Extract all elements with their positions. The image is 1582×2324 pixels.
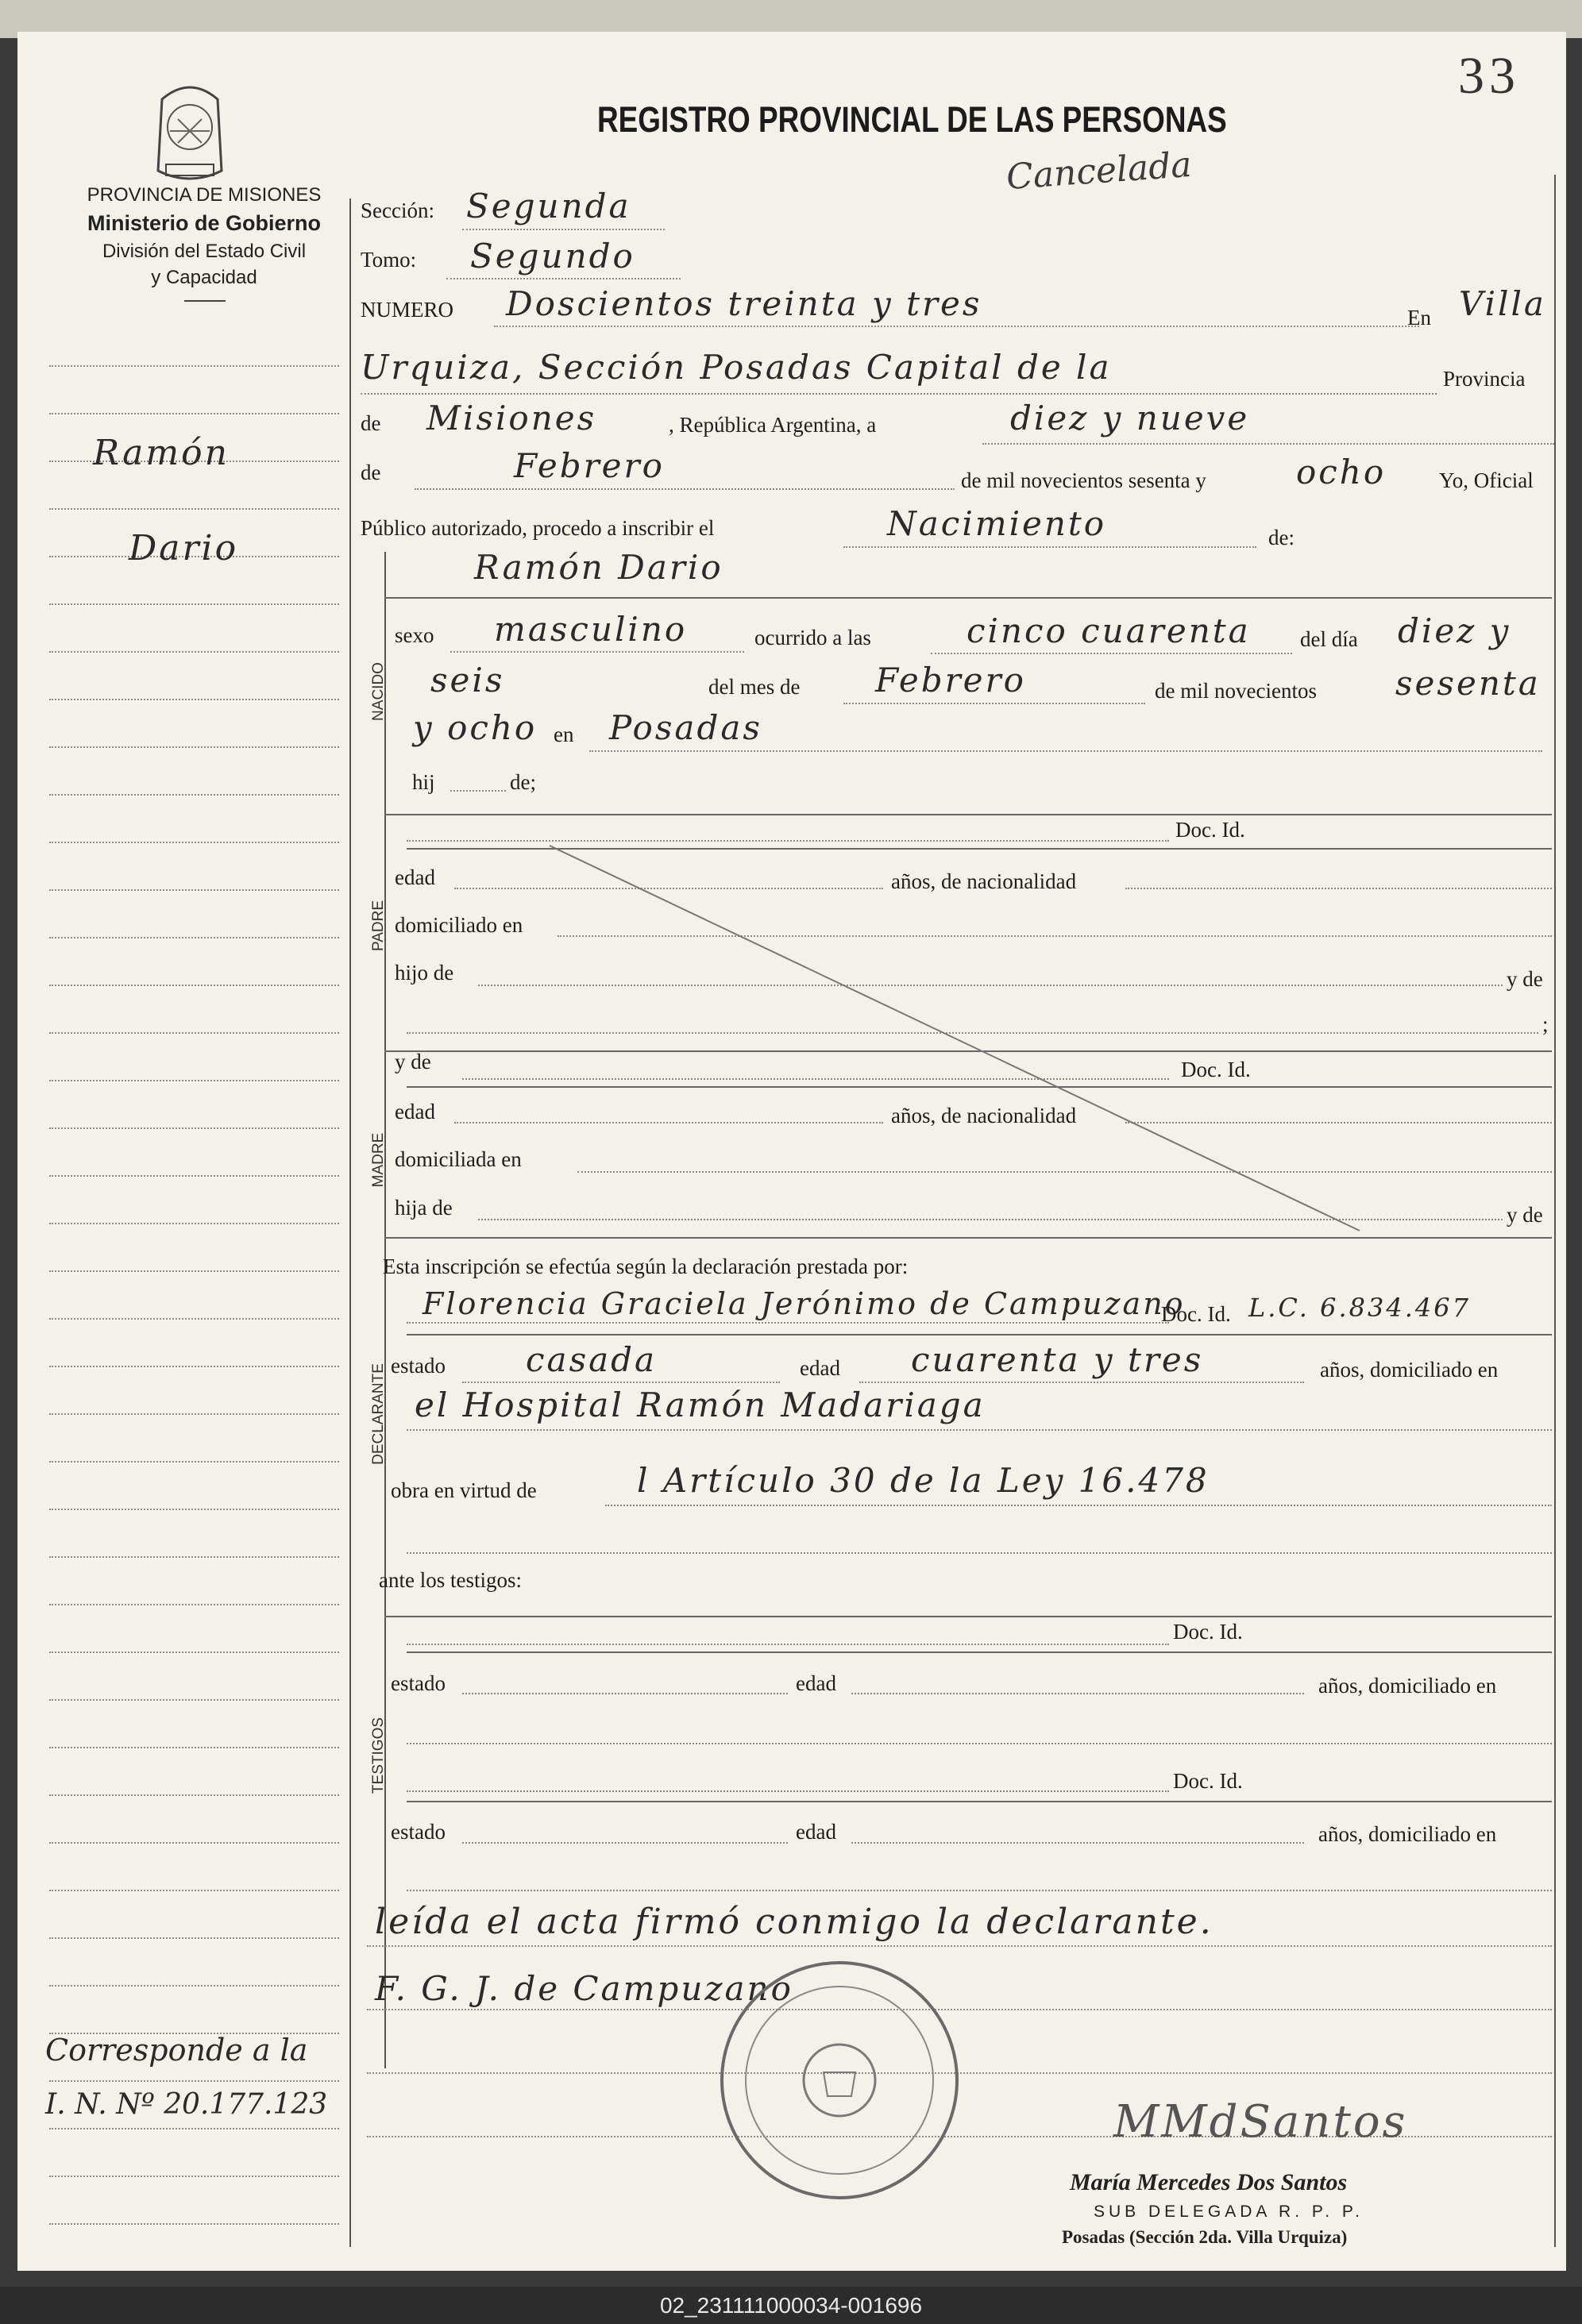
label-de-1: de: [361, 411, 381, 435]
section-rule: [407, 1334, 1552, 1335]
value-firma-oficial: MMdSantos: [1113, 2096, 1408, 2148]
value-month: Febrero: [514, 446, 665, 485]
margin-ruled-line: [49, 1270, 339, 1272]
value-declarante-estado: casada: [526, 1340, 658, 1379]
margin-ruled-line: [49, 1080, 339, 1081]
margin-note-bottom1: Corresponde a la: [45, 2033, 308, 2068]
margin-ruled-line: [49, 1461, 339, 1463]
label-padre-nacionalidad: años, de nacionalidad: [891, 869, 1077, 893]
dotline: [589, 750, 1542, 752]
dotline: [407, 1743, 1552, 1744]
value-declarante: Florencia Graciela Jerónimo de Campuzano: [423, 1286, 1186, 1321]
value-declarante-edad: cuarenta y tres: [911, 1340, 1204, 1379]
label-madre-edad: edad: [395, 1100, 435, 1123]
value-dia: diez y: [1398, 611, 1511, 650]
dotline: [982, 443, 1554, 445]
label-esta-inscripcion: Esta inscripción se efectúa según la declaración prestada por:: [383, 1254, 909, 1278]
dotline: [407, 1429, 1552, 1431]
label-en: En: [1407, 306, 1431, 330]
header-ministry: Ministerio de Gobierno: [87, 211, 322, 235]
label-declarante-domiciliado: años, domiciliado en: [1320, 1358, 1499, 1382]
header-division: División del Estado Civil: [102, 241, 307, 262]
margin-ruled-line: [49, 889, 339, 891]
left-frame: [349, 198, 351, 2247]
dotline: [462, 1693, 788, 1694]
side-label-declarante: DECLARANTE: [370, 1363, 387, 1465]
label-tomo: Tomo:: [361, 248, 417, 272]
label-seccion: Sección:: [361, 198, 434, 222]
value-numero: Doscientos treinta y tres: [506, 284, 982, 323]
label-testigo1-estado: estado: [391, 1671, 446, 1695]
label-ante-testigos: ante los testigos:: [379, 1568, 522, 1592]
dotline: [851, 1842, 1304, 1844]
value-year: ocho: [1296, 453, 1387, 491]
margin-ruled-line: [49, 937, 339, 938]
value-lugar: Posadas: [609, 708, 762, 747]
label-declarante-doc-id: Doc. Id.: [1161, 1302, 1231, 1326]
label-padre-y-de: y de: [1507, 967, 1543, 991]
dotline: [407, 1790, 1169, 1792]
cancel-stamp: Cancelada: [1005, 144, 1194, 198]
value-tomo: Segundo: [470, 237, 635, 276]
value-seccion: Segunda: [466, 187, 631, 225]
label-ocurrido: ocurrido a las: [754, 626, 871, 649]
dotline: [843, 703, 1145, 704]
value-nombre: Ramón Dario: [474, 548, 723, 587]
margin-ruled-line: [49, 2223, 339, 2225]
margin-ruled-line: [49, 508, 339, 510]
margin-note-bottom2: I. N. Nº 20.177.123: [45, 2088, 328, 2121]
province-coat-of-arms-icon: [146, 75, 233, 183]
margin-ruled-line: [49, 1366, 339, 1367]
margin-note-name1: Ramón: [93, 433, 230, 473]
label-padre-hijo-de: hijo de: [395, 961, 454, 985]
section-rule: [384, 1616, 1552, 1617]
label-madre-domiciliada: domiciliada en: [395, 1147, 522, 1171]
value-provincia-name: Misiones: [426, 399, 597, 437]
margin-ruled-line: [49, 1509, 339, 1510]
document-page: [17, 32, 1566, 2271]
label-provincia: Provincia: [1443, 367, 1526, 391]
label-testigo2-estado: estado: [391, 1820, 446, 1844]
value-place2: Urquiza, Sección Posadas Capital de la: [361, 348, 1112, 387]
value-dia2: seis: [430, 661, 505, 700]
signature-place: Posadas (Sección 2da. Villa Urquiza): [1062, 2227, 1348, 2247]
label-testigo2-domiciliado: años, domiciliado en: [1318, 1822, 1497, 1846]
margin-ruled-line: [49, 651, 339, 653]
margin-ruled-line: [49, 1604, 339, 1605]
margin-ruled-line: [49, 1127, 339, 1129]
label-testigo1-edad: edad: [796, 1671, 836, 1695]
value-day: diez y nueve: [1010, 399, 1250, 437]
label-madre-doc-id: Doc. Id.: [1181, 1058, 1251, 1081]
label-obra-virtud: obra en virtud de: [391, 1478, 537, 1502]
margin-ruled-line: [49, 794, 339, 796]
margin-ruled-line: [49, 1794, 339, 1796]
margin-ruled-line: [49, 1937, 339, 1939]
dotline: [931, 653, 1292, 654]
label-hij: hij: [412, 770, 435, 794]
margin-ruled-line: [49, 746, 339, 748]
label-padre-doc-id: Doc. Id.: [1175, 818, 1245, 842]
document-title: REGISTRO PROVINCIAL DE LAS PERSONAS: [597, 99, 1227, 140]
label-del-mes: del mes de: [708, 675, 801, 699]
dotline: [851, 1693, 1304, 1694]
value-virtud: l Artículo 30 de la Ley 16.478: [637, 1461, 1210, 1500]
margin-note-name2: Dario: [129, 528, 239, 568]
label-madre-hija-de: hija de: [395, 1196, 453, 1220]
section-rule: [407, 1801, 1552, 1802]
margin-ruled-line: [49, 413, 339, 414]
margin-ruled-line: [49, 1556, 339, 1558]
value-mes: Febrero: [875, 661, 1026, 700]
label-de-mil-novecientos: de mil novecientos: [1155, 679, 1317, 703]
header-capacity: y Capacidad: [151, 267, 257, 288]
label-declarante-edad: edad: [800, 1356, 840, 1380]
margin-ruled-line: [49, 842, 339, 843]
dotline: [859, 1382, 1304, 1383]
cancel-diagonal-line: [542, 842, 1368, 1239]
label-madre-y-de-2: y de: [1507, 1203, 1543, 1227]
label-madre-y-de: y de: [395, 1050, 431, 1073]
dotline: [450, 651, 744, 653]
label-de-2: de: [361, 461, 381, 484]
value-anio: sesenta: [1395, 664, 1541, 703]
label-testigo2-edad: edad: [796, 1820, 836, 1844]
margin-ruled-line: [49, 1175, 339, 1177]
label-testigo1-domiciliado: años, domiciliado en: [1318, 1674, 1497, 1698]
value-declarante-domicilio: el Hospital Ramón Madariaga: [415, 1386, 986, 1424]
dotline: [462, 1382, 780, 1383]
official-round-stamp-icon: [712, 1953, 967, 2207]
side-label-nacido: NACIDO: [370, 662, 387, 721]
footer-label: 02_231111000034-001696: [659, 2293, 923, 2318]
value-anio2: y ocho: [413, 708, 538, 747]
margin-ruled-line: [49, 1651, 339, 1653]
signature-name: María Mercedes Dos Santos: [1070, 2169, 1348, 2195]
value-acto: Nacimiento: [887, 504, 1107, 543]
value-sexo: masculino: [494, 610, 688, 649]
value-hora: cinco cuarenta: [967, 611, 1251, 650]
dotline: [407, 1322, 1169, 1324]
margin-ruled-line: [49, 1985, 339, 1987]
label-padre-semicolon: ;: [1542, 1012, 1549, 1036]
side-label-madre: MADRE: [370, 1132, 387, 1188]
dotline: [407, 1890, 1552, 1891]
dotline: [494, 326, 1419, 327]
signature-role: SUB DELEGADA R. P. P.: [1094, 2203, 1364, 2221]
section-rule: [384, 597, 1552, 599]
side-label-testigos: TESTIGOS: [370, 1717, 387, 1794]
label-padre-domiciliado: domiciliado en: [395, 913, 523, 937]
margin-ruled-line: [49, 2128, 339, 2129]
dotline: [450, 790, 506, 792]
margin-ruled-line: [49, 2080, 339, 2082]
section-rule: [384, 814, 1552, 815]
label-mil-novecientos-sesenta: de mil novecientos sesenta y: [961, 468, 1206, 492]
margin-ruled-line: [49, 1032, 339, 1034]
label-en-lugar: en: [554, 723, 574, 746]
margin-ruled-line: [49, 699, 339, 700]
dotline: [462, 1842, 788, 1844]
label-de-colon: de:: [1268, 526, 1295, 549]
right-frame: [1554, 175, 1556, 2247]
margin-ruled-line: [49, 1747, 339, 1748]
margin-ruled-line: [49, 1842, 339, 1844]
label-declarante-estado: estado: [391, 1354, 446, 1378]
header-province: PROVINCIA DE MISIONES: [87, 184, 322, 206]
image-id-footer: [0, 2287, 1582, 2324]
value-en-place: Villa: [1459, 284, 1546, 323]
dotline: [361, 393, 1437, 395]
label-madre-nacionalidad: años, de nacionalidad: [891, 1104, 1077, 1127]
dotline: [415, 488, 955, 490]
margin-ruled-line: [49, 1413, 339, 1415]
value-cierre: leída el acta firmó conmigo la declarante.: [375, 1902, 1214, 1942]
section-inner-frame: [384, 552, 386, 2068]
value-firma-declarante: F. G. J. de Campuzano: [375, 1969, 793, 2008]
margin-ruled-line: [49, 603, 339, 605]
header-rule: [184, 300, 226, 302]
dotline: [446, 278, 681, 279]
label-padre-edad: edad: [395, 865, 435, 889]
margin-ruled-line: [49, 985, 339, 986]
label-de-semi: de;: [510, 770, 536, 794]
value-declarante-doc: L.C. 6.834.467: [1248, 1293, 1471, 1323]
label-republica: , República Argentina, a: [669, 413, 877, 437]
label-numero: NUMERO: [361, 298, 454, 322]
dotline: [367, 1945, 1552, 1947]
label-sexo: sexo: [395, 623, 434, 647]
dotline: [605, 1505, 1552, 1506]
margin-ruled-line: [49, 1890, 339, 1891]
margin-ruled-line: [49, 2176, 339, 2177]
page-number: 33: [1458, 47, 1520, 105]
label-testigo1-doc-id: Doc. Id.: [1173, 1620, 1243, 1644]
dotline: [407, 1644, 1169, 1645]
label-del-dia: del día: [1300, 627, 1358, 651]
side-label-padre: PADRE: [370, 900, 387, 952]
label-testigo2-doc-id: Doc. Id.: [1173, 1769, 1243, 1793]
dotline: [462, 229, 665, 230]
margin-ruled-line: [49, 1223, 339, 1224]
margin-ruled-line: [49, 1318, 339, 1320]
label-yo-oficial: Yo, Oficial: [1439, 468, 1534, 492]
label-publico: Público autorizado, procedo a inscribir el: [361, 516, 715, 540]
section-rule: [407, 1651, 1552, 1653]
margin-ruled-line: [49, 365, 339, 367]
dotline: [407, 1552, 1552, 1554]
margin-ruled-line: [49, 1699, 339, 1701]
dotline: [843, 546, 1256, 548]
